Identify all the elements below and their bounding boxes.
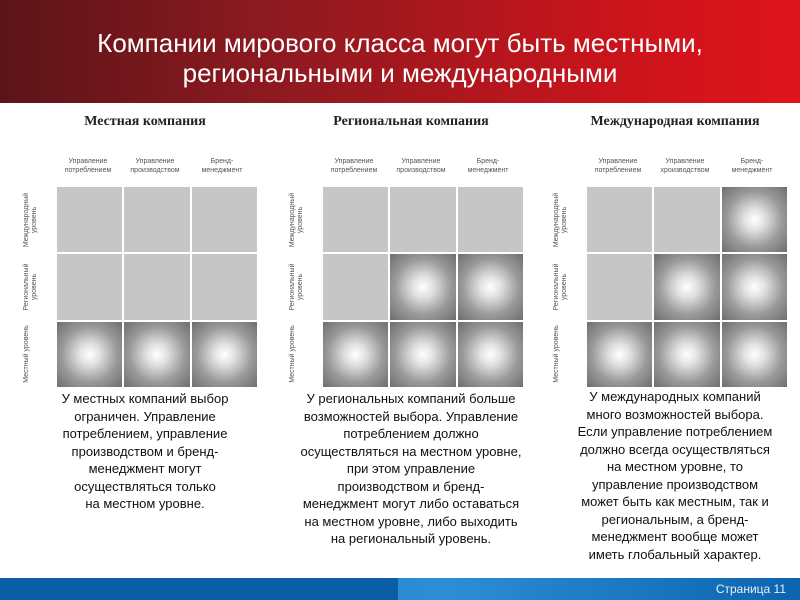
matrix-cell bbox=[654, 187, 719, 252]
matrix-cell bbox=[323, 322, 388, 387]
panel-description bbox=[542, 388, 800, 563]
row-label-line: Местный уровень bbox=[23, 325, 30, 383]
column-header-line: хроизводством bbox=[660, 167, 710, 174]
row-label-line: Региональный bbox=[553, 263, 560, 311]
column-header bbox=[654, 157, 716, 175]
column-header bbox=[124, 157, 186, 175]
page-title bbox=[0, 28, 800, 88]
row-label-line: Региональный bbox=[23, 263, 30, 311]
column-header-line: Управление bbox=[135, 158, 175, 165]
panel-title: Местная компания bbox=[84, 114, 206, 129]
matrix-cell bbox=[57, 187, 122, 252]
row-label bbox=[23, 189, 38, 251]
row-label-line: Международный bbox=[553, 192, 560, 248]
matrix-cell bbox=[124, 254, 189, 319]
row-label bbox=[553, 323, 565, 385]
description-line: на региональный уровень. bbox=[330, 531, 492, 546]
description-line: У региональных компаний больше bbox=[306, 391, 516, 406]
row-label-line: Местный уровень bbox=[553, 325, 560, 383]
matrix-cell bbox=[722, 322, 787, 387]
column-header bbox=[457, 157, 519, 175]
footer-bar bbox=[0, 578, 800, 600]
row-label-line: Международный bbox=[289, 192, 296, 248]
matrix-cell bbox=[124, 322, 189, 387]
matrix-cell bbox=[722, 187, 787, 252]
matrix-cell bbox=[390, 322, 455, 387]
matrix-cell bbox=[57, 322, 122, 387]
column-header-line: менеджмент bbox=[731, 167, 773, 174]
matrix-cell bbox=[57, 254, 122, 319]
matrix-grid bbox=[323, 187, 523, 387]
row-label bbox=[553, 189, 568, 251]
row-label bbox=[289, 256, 304, 318]
column-header-line: потреблением bbox=[594, 167, 642, 174]
column-header-line: менеджмент bbox=[467, 167, 509, 174]
footer-accent bbox=[0, 578, 398, 600]
matrix-cell bbox=[587, 322, 652, 387]
description-line: ограничен. Управление bbox=[74, 408, 216, 424]
row-label bbox=[553, 256, 568, 318]
matrix-cell bbox=[722, 254, 787, 319]
column-header-line: производством bbox=[130, 167, 180, 174]
row-label-line: Международный bbox=[23, 192, 30, 248]
column-header-line: Бренд- bbox=[476, 158, 500, 165]
description-line: может быть как местным, так и bbox=[581, 494, 769, 509]
column-header bbox=[191, 157, 253, 175]
description-line: потреблением, управление bbox=[62, 426, 228, 441]
description-line: У международных компаний bbox=[589, 389, 761, 404]
matrix-cell bbox=[192, 322, 257, 387]
column-header bbox=[721, 157, 783, 175]
panel-title: Региональная компания bbox=[333, 114, 489, 129]
description-line: возможностей выбора. Управление bbox=[303, 408, 519, 424]
row-label-line: уровень bbox=[297, 273, 304, 301]
panel-regional-company bbox=[278, 110, 544, 580]
description-line: менеджмент могут либо оставаться bbox=[302, 496, 520, 511]
row-label-line: Местный уровень bbox=[289, 325, 296, 383]
description-line: менеджмент вообще может bbox=[591, 529, 759, 544]
description-line: осуществляться на местном уровне, bbox=[300, 443, 522, 459]
description-line: Если управление потреблением bbox=[577, 424, 773, 439]
matrix-cell bbox=[192, 254, 257, 319]
column-header-line: производством bbox=[396, 167, 446, 174]
description-line: на местном уровне. bbox=[85, 496, 205, 511]
column-header-line: Бренд- bbox=[210, 158, 234, 165]
matrix-cell bbox=[390, 187, 455, 252]
column-header-line: Управление bbox=[665, 158, 705, 165]
column-header bbox=[57, 157, 119, 175]
description-line: на местном уровне, то bbox=[607, 459, 743, 474]
row-label-line: Региональный bbox=[289, 263, 296, 311]
description-line: при этом управление bbox=[346, 461, 476, 476]
matrix-grid bbox=[587, 187, 787, 387]
column-header-line: потреблением bbox=[64, 167, 112, 174]
column-header-line: Управление bbox=[401, 158, 441, 165]
panel-description bbox=[12, 390, 278, 513]
description-line: потреблением должно bbox=[343, 426, 479, 441]
column-header-line: Управление bbox=[68, 158, 108, 165]
description-line: менеджмент могут bbox=[88, 461, 202, 476]
description-line: региональным, а бренд- bbox=[601, 511, 749, 527]
description-line: осуществляться только bbox=[74, 478, 216, 494]
matrix-cell bbox=[124, 187, 189, 252]
description-line: производством и бренд- bbox=[71, 443, 219, 459]
column-header bbox=[587, 157, 649, 175]
column-header-line: Бренд- bbox=[740, 158, 764, 165]
page-title-line: региональными и международными bbox=[182, 58, 618, 88]
description-line: У местных компаний выбор bbox=[61, 391, 229, 406]
matrix-cell bbox=[587, 254, 652, 319]
row-label bbox=[23, 323, 35, 385]
matrix-cell bbox=[458, 322, 523, 387]
matrix-cell bbox=[390, 254, 455, 319]
row-label bbox=[289, 323, 301, 385]
matrix-cell bbox=[458, 254, 523, 319]
description-line: управление производством bbox=[591, 476, 759, 492]
header-banner bbox=[0, 0, 800, 103]
matrix-cell bbox=[192, 187, 257, 252]
panel-international-company bbox=[542, 110, 800, 580]
row-label bbox=[289, 189, 304, 251]
column-header bbox=[390, 157, 452, 175]
matrix-cell bbox=[654, 322, 719, 387]
row-label-line: уровень bbox=[297, 206, 304, 234]
column-header-line: Управление bbox=[334, 158, 374, 165]
row-label-line: уровень bbox=[561, 273, 568, 301]
matrix-cell bbox=[587, 187, 652, 252]
row-label bbox=[23, 256, 38, 318]
panel-description bbox=[278, 390, 544, 548]
row-label-line: уровень bbox=[561, 206, 568, 234]
description-line: производством и бренд- bbox=[337, 478, 485, 494]
matrix-cell bbox=[458, 187, 523, 252]
matrix-cell bbox=[323, 254, 388, 319]
column-header-line: Управление bbox=[598, 158, 638, 165]
panel-title: Международная компания bbox=[590, 114, 760, 129]
matrix-cell bbox=[323, 187, 388, 252]
row-label-line: уровень bbox=[31, 206, 38, 234]
row-label-line: уровень bbox=[31, 273, 38, 301]
page-number: Страница 11 bbox=[715, 582, 786, 596]
description-line: на местном уровне, либо выходить bbox=[304, 513, 518, 529]
description-line: иметь глобальный характер. bbox=[588, 546, 762, 562]
matrix-cell bbox=[654, 254, 719, 319]
column-header bbox=[323, 157, 385, 175]
column-header-line: менеджмент bbox=[201, 167, 243, 174]
description-line: должно всегда осуществляться bbox=[580, 441, 770, 457]
matrix-grid bbox=[57, 187, 257, 387]
description-line: много возможностей выбора. bbox=[586, 406, 764, 422]
page-title-line: Компании мирового класса могут быть местными, bbox=[97, 28, 703, 58]
panel-local-company bbox=[12, 110, 278, 580]
column-header-line: потреблением bbox=[330, 167, 378, 174]
